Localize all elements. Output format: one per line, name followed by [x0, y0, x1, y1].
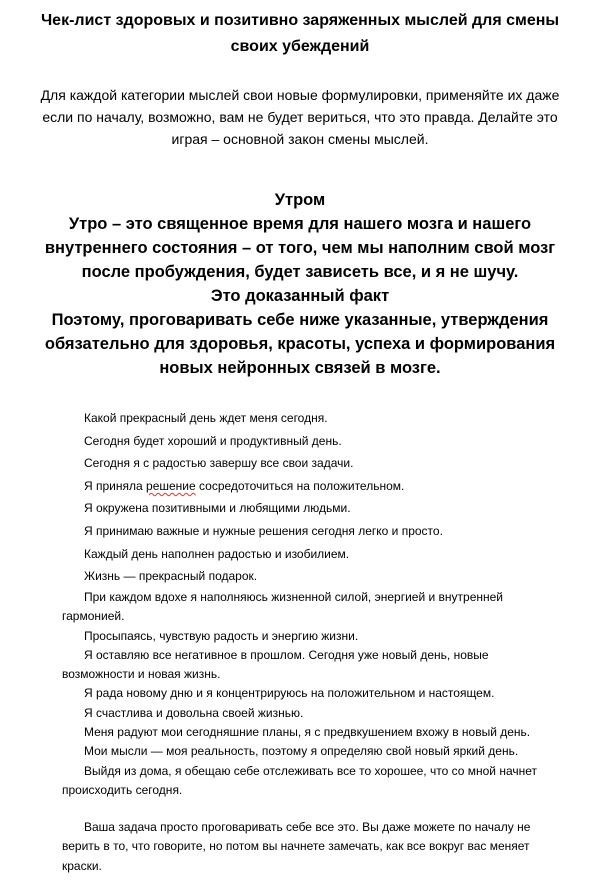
task-paragraph: Ваша задача просто проговаривать себе все это. Вы даже можете по началу не верить в то, что говорите, но потом вы начнете замечать, как все вокруг вас меняет краски.	[62, 820, 531, 873]
affirmation-paragraphs	[62, 588, 552, 800]
paragraph: Просыпаясь, чувствую радость и энергию жизни.	[84, 628, 359, 643]
affirmation-item: Я окружена позитивными и любящими людьми.	[84, 501, 351, 516]
paragraph: Я рада новому дню и я концентрируюсь на положительном и настоящем.	[84, 686, 495, 701]
paragraph: Выйдя из дома, я обещаю себе отслеживать все то хорошее, что со мной начнет происходить сегодня.	[62, 763, 538, 797]
affirmation-text: сосредоточиться на положительном.	[195, 478, 405, 493]
morning-call: Поэтому, проговаривать себе ниже указанные, утверждения обязательно для здоровья, красоты, успеха и формирования новых нейронных связей в мозге.	[44, 311, 556, 377]
affirmation-text: Я приняла	[84, 478, 147, 493]
paragraph: Меня радуют мои сегодняшние планы, я с предвкушением вхожу в новый день.	[84, 725, 531, 740]
intro-paragraph: Для каждой категории мыслей свои новые формулировки, применяйте их даже если по началу, возможно, вам не будет вериться, что это правда. Делайте это играя – основной закон смены мыслей.	[40, 87, 560, 147]
affirmation-item: Я принимаю важные и нужные решения сегодня легко и просто.	[84, 523, 443, 538]
morning-text: Утро – это священное время для нашего мозга и нашего внутреннего состояния – от того, чем мы наполним свой мозг после пробуждения, будет зависеть все, и я не шучу.	[44, 215, 556, 281]
document-title: Чек-лист здоровых и позитивно заряженных мыслей для смены своих убеждений	[40, 12, 560, 55]
paragraph: При каждом вдохе я наполняюсь жизненной силой, энергией и внутренней гармонией.	[62, 590, 504, 624]
affirmation-item: Сегодня будет хороший и продуктивный день.	[84, 433, 342, 448]
morning-heading: Утром	[274, 191, 326, 209]
morning-fact: Это доказанный факт	[210, 287, 390, 305]
affirmation-item	[84, 475, 564, 498]
morning-section	[30, 188, 570, 380]
affirmation-item: Сегодня я с радостью завершу все свои задачи.	[84, 456, 354, 471]
affirmation-item: Каждый день наполнен радостью и изобилием.	[84, 546, 350, 561]
spellcheck-word: решение	[146, 478, 196, 493]
paragraph: Я счастлива и довольна своей жизнью.	[84, 705, 304, 720]
paragraph: Мои мысли — моя реальность, поэтому я определяю свой новый яркий день.	[84, 744, 519, 759]
task-section	[62, 818, 552, 876]
paragraph: Я оставляю все негативное в прошлом. Сегодня уже новый день, новые возможности и новая жизнь.	[62, 647, 489, 682]
affirmation-list	[84, 407, 564, 588]
affirmation-item: Какой прекрасный день ждет меня сегодня.	[84, 411, 328, 425]
affirmation-item: Жизнь — прекрасный подарок.	[84, 569, 258, 584]
